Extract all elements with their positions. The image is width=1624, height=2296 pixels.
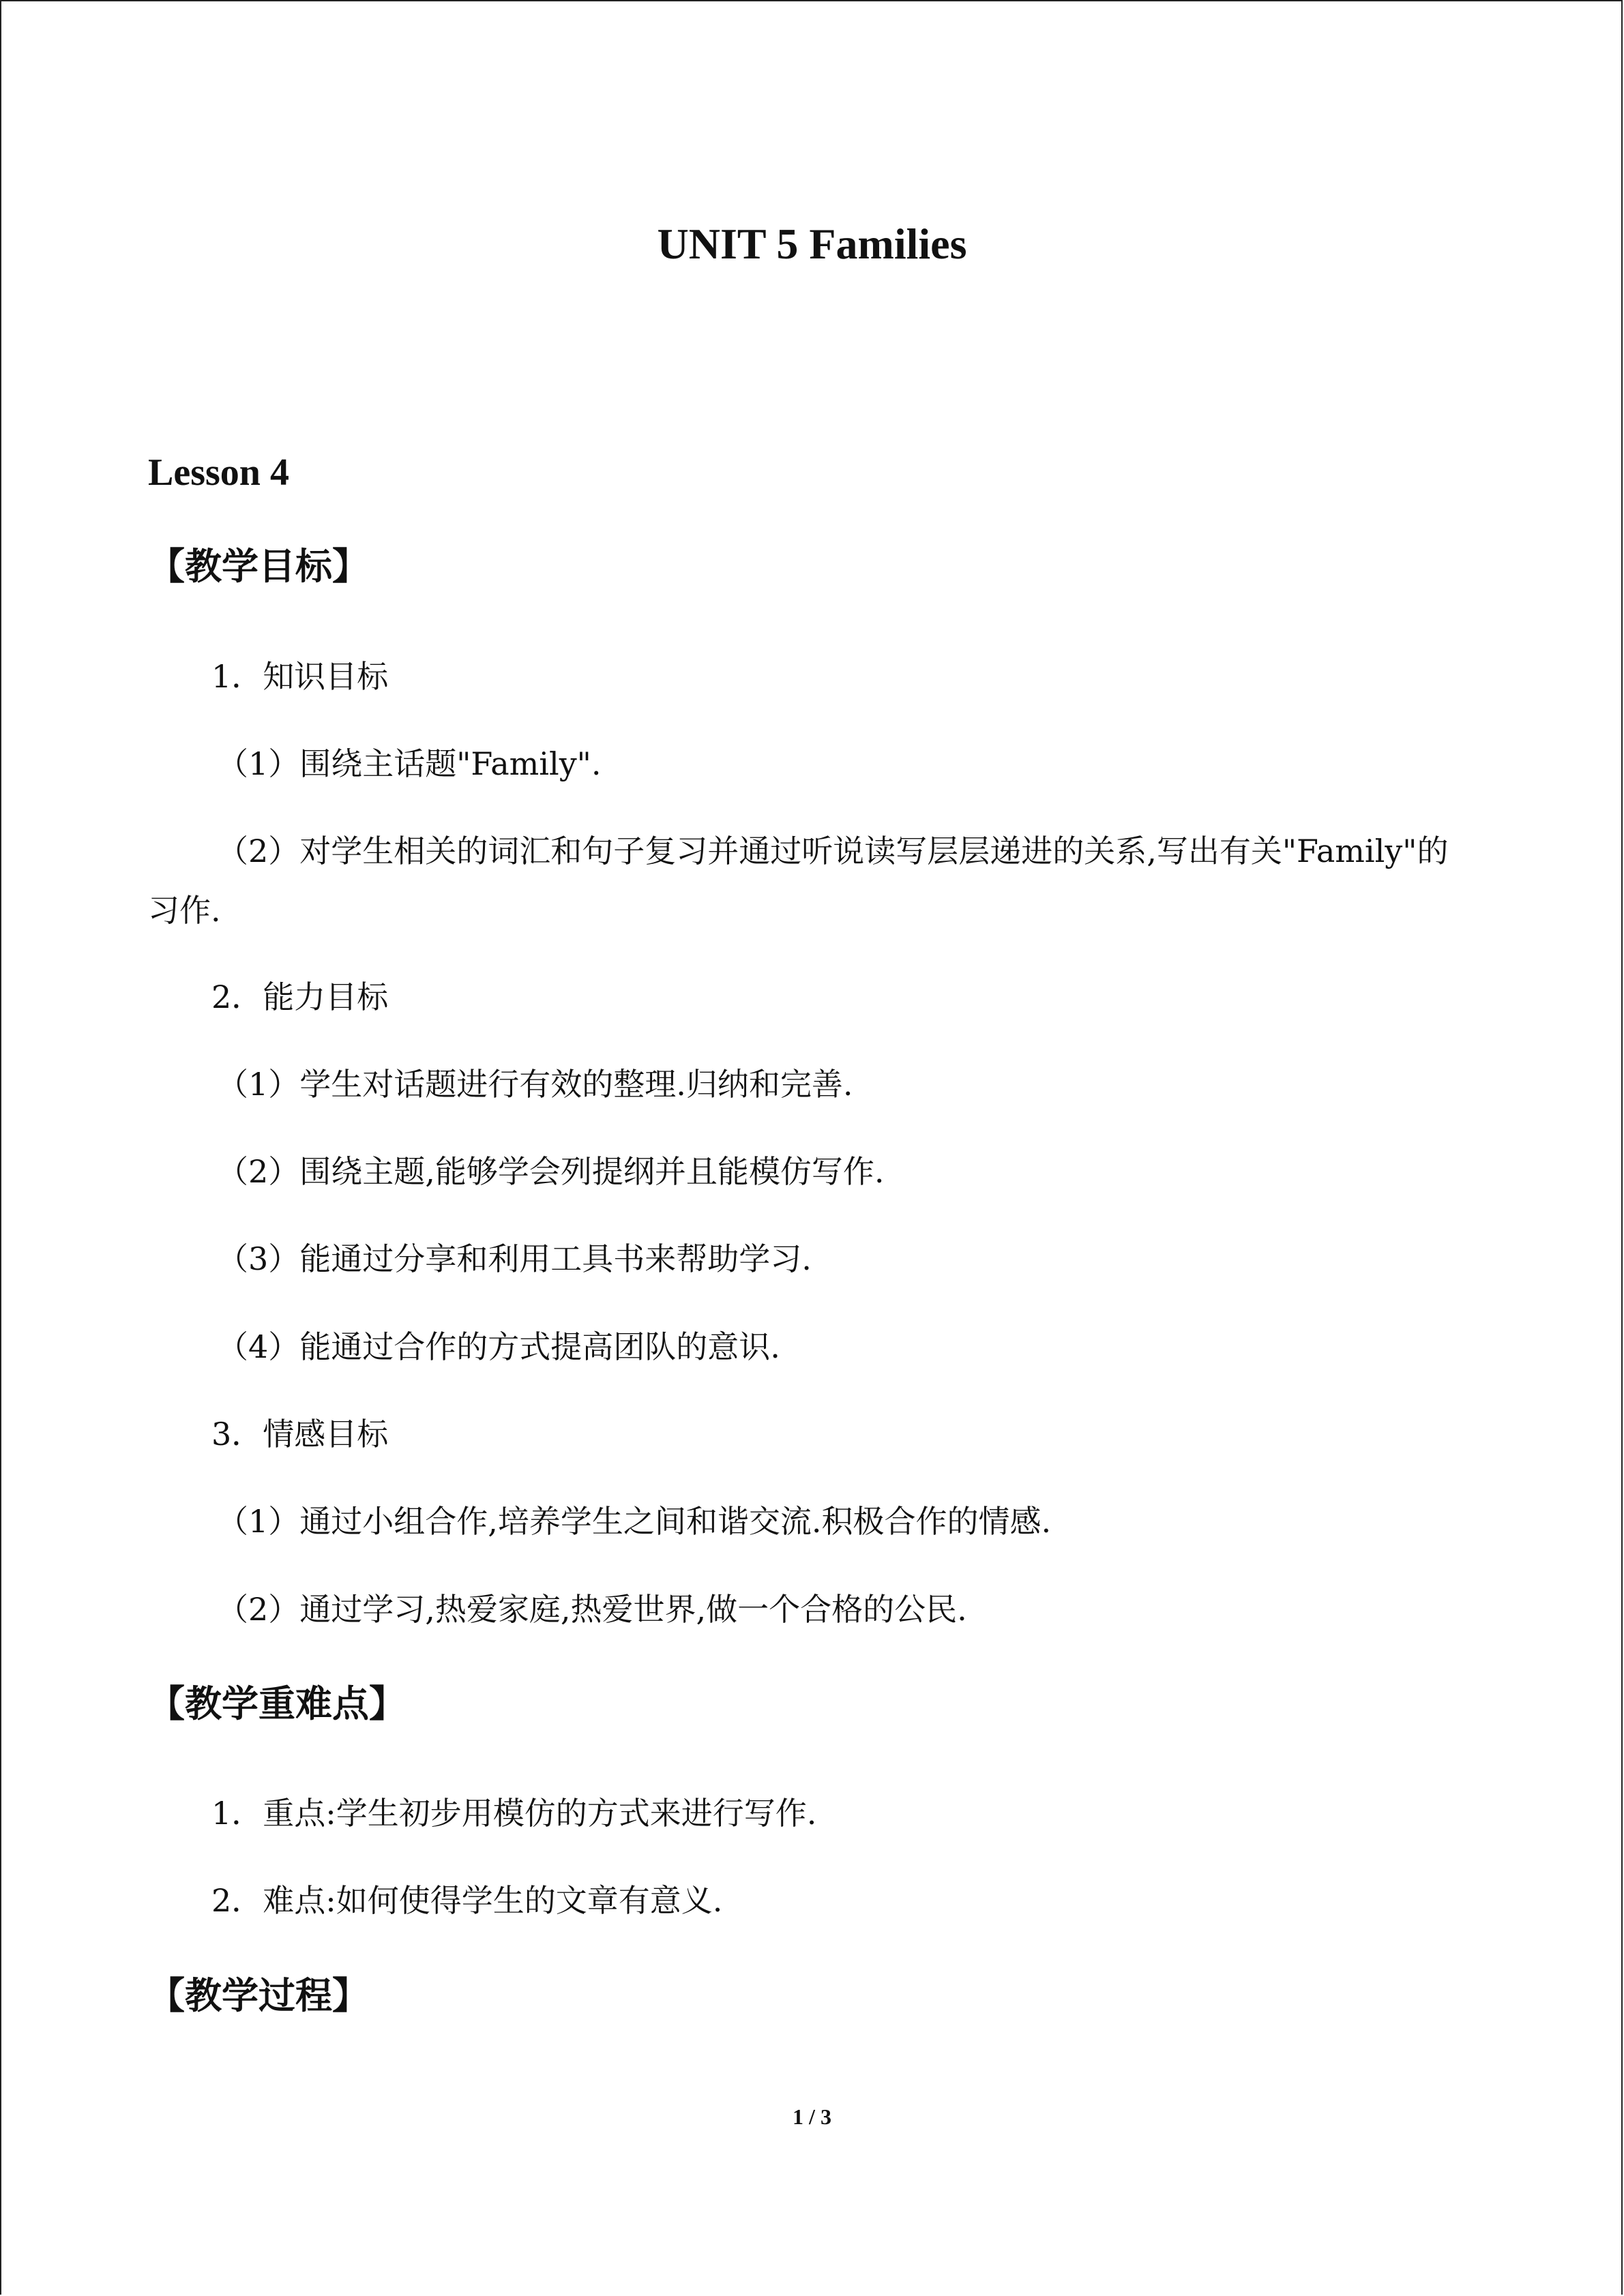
knowledge-objective-item-2-continued: 习作. xyxy=(148,892,221,929)
key-points-heading: 【教学重难点】 xyxy=(148,1682,406,1725)
objectives-heading: 【教学目标】 xyxy=(148,544,369,588)
key-point-1: 1．重点:学生初步用模仿的方式来进行写作. xyxy=(211,1795,817,1832)
ability-objective-item-2: （2）围绕主题,能够学会列提纲并且能模仿写作. xyxy=(217,1153,885,1190)
document-title: UNIT 5 Families xyxy=(657,220,967,268)
key-point-2: 2．难点:如何使得学生的文章有意义. xyxy=(211,1882,723,1919)
ability-objective-title: 2．能力目标 xyxy=(211,979,389,1015)
lesson-label: Lesson 4 xyxy=(148,451,289,494)
knowledge-objective-item-1: （1）围绕主话题"Family". xyxy=(217,745,602,782)
ability-objective-item-4: （4）能通过合作的方式提高团队的意识. xyxy=(217,1328,780,1365)
process-heading: 【教学过程】 xyxy=(148,1973,369,2017)
knowledge-objective-item-2: （2）对学生相关的词汇和句子复习并通过听说读写层层递进的关系,写出有关"Family"的 xyxy=(217,833,1449,869)
knowledge-objective-title: 1．知识目标 xyxy=(211,658,389,695)
ability-objective-item-1: （1）学生对话题进行有效的整理.归纳和完善. xyxy=(217,1066,853,1103)
page-number: 1 / 3 xyxy=(793,2104,831,2129)
emotion-objective-item-2: （2）通过学习,热爱家庭,热爱世界,做一个合格的公民. xyxy=(217,1591,967,1628)
ability-objective-item-3: （3）能通过分享和利用工具书来帮助学习. xyxy=(217,1240,812,1277)
emotion-objective-title: 3．情感目标 xyxy=(211,1416,389,1452)
emotion-objective-item-1: （1）通过小组合作,培养学生之间和谐交流.积极合作的情感. xyxy=(217,1503,1052,1540)
